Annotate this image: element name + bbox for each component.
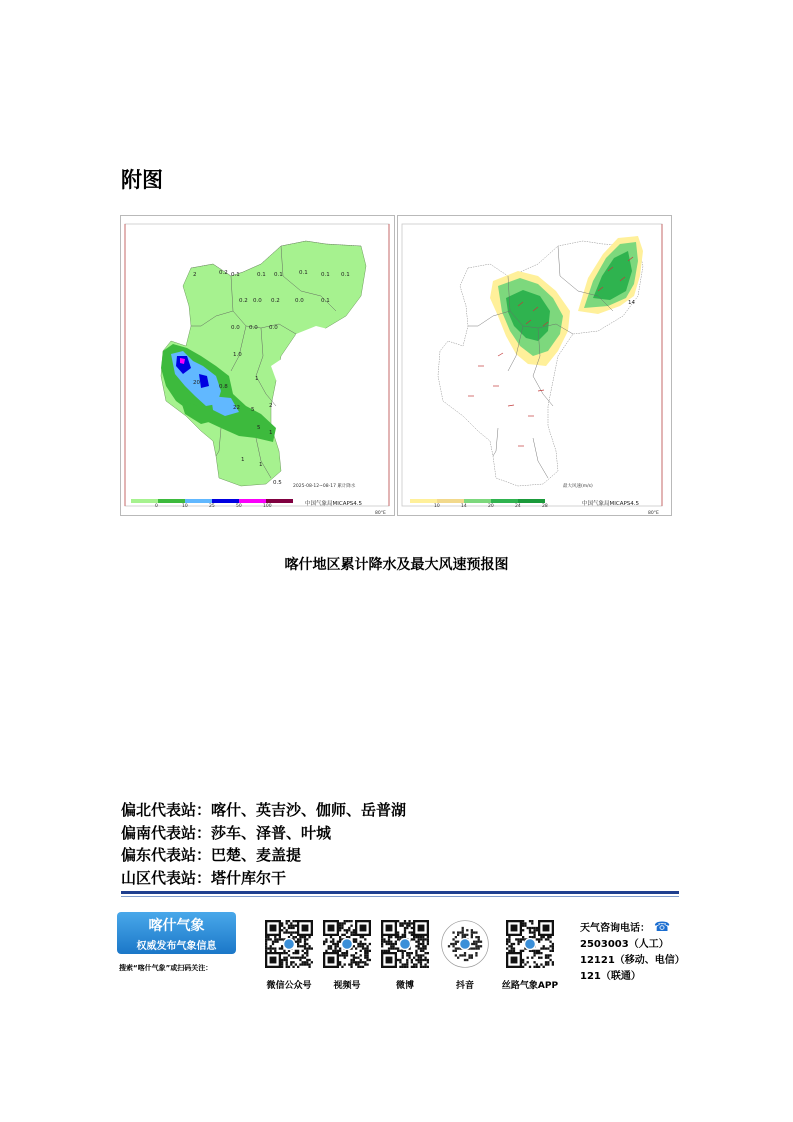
precipitation-value: 5 [257,425,261,431]
precipitation-value: 0.1 [231,272,240,278]
contact-line-mobile: 12121（移动、电信） [580,955,685,966]
qr-code-label: 抖音 [455,981,474,991]
precipitation-value: 5 [251,407,255,413]
qr-code[interactable] [506,920,554,968]
qr-code[interactable] [381,920,429,968]
brand-slogan: 权威发布气象信息 [136,941,217,952]
legend-swatch [410,499,437,503]
right-panel-corner: 80°E [648,511,659,516]
contact-block [580,920,685,985]
forecast-figure [120,215,671,516]
legend-swatch [212,499,239,503]
legend-swatch [266,499,293,503]
precipitation-value: 2 [269,403,273,409]
right-panel-footer: 中国气象局MICAPS4.5 [582,501,640,507]
legend-label: 10 [182,504,188,509]
qr-code-label: 微信公众号 [266,981,312,991]
contact-title: 天气咨询电话： [580,923,650,934]
precipitation-value: 22 [233,405,240,411]
precipitation-value: 1 [269,430,273,436]
precipitation-value: 1.0 [233,352,242,358]
precipitation-value: 0.1 [257,272,266,278]
wind-value-labels [628,300,635,306]
legend-label: 10 [434,504,440,509]
qr-code[interactable] [323,920,371,968]
legend-swatch [518,499,545,503]
qr-code-label: 微博 [395,981,414,991]
brand-banner [117,912,236,954]
precipitation-value: 2 [193,272,197,278]
station-line-south: 偏南代表站：莎车、泽普、叶城 [121,823,332,842]
precipitation-value: 0.1 [274,272,283,278]
footer-divider-thick [121,891,679,894]
brand-name: 喀什气象 [148,918,205,934]
legend-label: 28 [542,504,548,509]
contact-line-unicom: 121（联通） [580,971,641,982]
legend-swatch [158,499,185,503]
precipitation-product-note: 2025-08-12~08-17 累计降水 [293,484,356,489]
precipitation-map-panel [120,215,395,516]
precipitation-value: 0.1 [321,272,330,278]
wind-value: 14 [628,300,635,306]
legend-swatch [131,499,158,503]
page-heading: 附图 [121,167,163,192]
qr-code-label: 丝路气象APP [501,981,559,991]
precipitation-value: 1 [241,457,245,463]
wind-map [398,216,673,517]
figure-caption: 喀什地区累计降水及最大风速预报图 [284,557,509,573]
precipitation-value: 1 [255,376,259,382]
precipitation-value: 1 [259,462,263,468]
left-panel-corner: 80°E [375,511,386,516]
legend-label: 14 [461,504,467,509]
legend-label: 0 [155,504,158,509]
legend-label: 20 [488,504,494,509]
qr-code[interactable] [441,920,489,968]
precipitation-value: 0.1 [321,298,330,304]
precipitation-value: 0.1 [341,272,350,278]
precipitation-value: 20 [193,380,200,386]
legend-label: 100 [263,504,272,509]
wind-map-panel [397,215,672,516]
precipitation-value: 0.2 [271,298,280,304]
qr-code-label: 视频号 [333,981,361,991]
wind-product-note: 最大风速(m/s) [563,484,593,489]
footer-divider-thin [121,896,679,897]
contact-line-manual: 2503003（人工） [580,939,669,950]
station-line-north: 偏北代表站：喀什、英吉沙、伽师、岳普湖 [121,801,407,819]
wind-legend [410,499,548,509]
precipitation-value: 0.0 [249,325,258,331]
precipitation-value: 0.0 [295,298,304,304]
precipitation-value: 0.0 [269,325,278,331]
phone-icon: ☎ [654,920,671,935]
left-panel-footer: 中国气象局MICAPS4.5 [305,501,363,507]
qr-code[interactable] [265,920,313,968]
precipitation-map [121,216,396,517]
precipitation-value: 0.2 [219,270,228,276]
legend-label: 50 [236,504,242,509]
legend-swatch [185,499,212,503]
legend-label: 25 [209,504,215,509]
station-list [121,799,406,889]
station-line-east: 偏东代表站：巴楚、麦盖提 [121,846,302,864]
precipitation-value: 0.8 [219,384,228,390]
legend-label: 24 [515,504,521,509]
precipitation-value: 0.0 [231,325,240,331]
precipitation-legend [131,499,293,509]
precipitation-value: 0.2 [239,298,248,304]
precipitation-value: 0.5 [273,480,282,486]
legend-swatch [239,499,266,503]
legend-swatch [464,499,491,503]
station-line-mountain: 山区代表站：塔什库尔干 [121,868,287,887]
legend-swatch [437,499,464,503]
precipitation-value: 0.1 [299,270,308,276]
precipitation-value: 0.0 [253,298,262,304]
legend-swatch [491,499,518,503]
search-hint: 搜索“喀什气象”或扫码关注： [119,964,213,972]
